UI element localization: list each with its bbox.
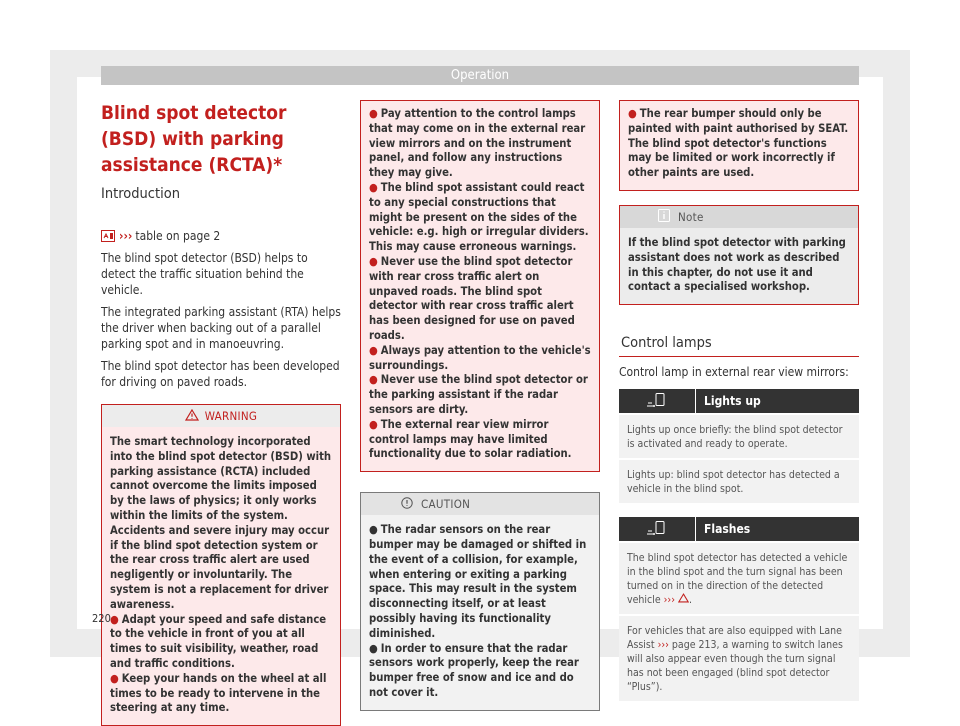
column-left: [101, 100, 341, 726]
bullet-icon: ●: [628, 107, 637, 120]
mirror-lamp-icon: [619, 389, 696, 413]
warning-body-continued: [361, 101, 599, 471]
arrow-icon: ›››: [119, 229, 133, 243]
subtitle-text: Introduction: [101, 186, 180, 202]
bullet-icon: ●: [110, 671, 119, 685]
bullet-icon: ●: [110, 612, 119, 626]
table-reference[interactable]: [101, 228, 341, 244]
page-number: 220: [92, 612, 111, 625]
note-box: [619, 205, 859, 305]
warning-header: [102, 405, 340, 427]
page-link[interactable]: page 213: [671, 639, 717, 652]
table-header: [619, 389, 859, 413]
caution-header: [361, 493, 599, 515]
note-label: Note: [678, 209, 704, 224]
caution-bullet: ● In order to ensure that the radar sensors work properly, keep the rear bumper free of snow and ice and do not cover it.: [369, 641, 579, 699]
table-row: The blind spot detector has detected a vehicle in the blind spot and the turn signal has been turned on in the direction of the detected vehicle ››› .: [619, 541, 859, 614]
info-icon: [658, 209, 670, 225]
column-middle: [360, 100, 600, 711]
caution-bullet: ● The radar sensors on the rear bumper may be damaged or shifted in the event of a collision, for example, when entering or exiting a parking space. This may result in the system disconnecting itself, or at least possibly having its functionality diminished.: [369, 523, 587, 640]
table-heading: Lights up: [704, 394, 761, 409]
section-header: Operation: [101, 66, 859, 85]
warning-intro: The smart technology incorporated into the blind spot detector (BSD) with parking assistance (RCTA) included cannot overcome the limits imposed by the laws of physics; it only works within the limits of the system. Accidents and severe injury may occur if the blind spot detection system or the rear cross traffic alert are used negligently or involuntarily. The system is not a replacement for driver awareness.: [110, 435, 332, 611]
warning-box-continued: [619, 100, 859, 191]
book-icon: [101, 230, 115, 242]
warning-body: [102, 427, 340, 725]
warning-icon: [678, 594, 689, 606]
warning-bullet: ● The blind spot assistant could react to any special constructions that might be present on the sides of the vehicle: e.g. high or irregular dividers. This may cause erroneous warnings.: [369, 180, 589, 254]
warning-label: WARNING: [204, 409, 258, 423]
bullet-icon: ●: [369, 343, 378, 357]
warning-icon: [185, 409, 199, 424]
caution-icon: [401, 497, 413, 512]
warning-bullet: ● The rear bumper should only be painted with paint authorised by SEAT. The blind spot detector's functions may be limited or work incorrectly if other paints are used.: [628, 107, 849, 180]
table-header: [619, 517, 859, 541]
bullet-icon: ●: [369, 107, 378, 120]
bullet-icon: ●: [369, 373, 378, 387]
lead-text: Control lamp in external rear view mirrors:: [619, 365, 849, 380]
warning-box: [101, 404, 341, 726]
warning-bullet: ● The external rear view mirror control lamps may have limited functionality due to solar radiation.: [369, 417, 572, 461]
arrow-icon: ›››: [663, 594, 675, 607]
table-row: Lights up: blind spot detector has detected a vehicle in the blind spot.: [619, 458, 859, 503]
table-heading: Flashes: [704, 522, 751, 537]
subtitle: [101, 186, 341, 208]
table-row: Lights up once briefly: the blind spot detector is activated and ready to operate.: [619, 413, 859, 458]
section-title: Control lamps: [619, 335, 859, 357]
arrow-icon: ›››: [657, 639, 669, 652]
paragraph: The blind spot detector has been developed for driving on paved roads.: [101, 359, 340, 389]
bullet-icon: ●: [369, 254, 378, 268]
note-text: If the blind spot detector with parking assistant does not work as described in this chapter, do not use it and contact a specialised workshop.: [628, 235, 846, 294]
warning-body-continued: [620, 101, 858, 190]
bullet-icon: ●: [369, 180, 378, 194]
table-reference-text: table on page 2: [135, 229, 221, 243]
warning-bullet: ● Always pay attention to the vehicle's surroundings.: [369, 343, 591, 372]
warning-bullet: ● Adapt your speed and safe distance to the vehicle in front of you at all times to suit visibility, weather, road and traffic conditions.: [110, 612, 327, 670]
note-body: [620, 228, 858, 304]
table-row: For vehicles that are also equipped with Lane Assist ››› page 213, a warning to switch lanes will also appear even though the turn signal has not been engaged (blind spot detector “Plus”).: [619, 614, 859, 701]
warning-bullet: ● Never use the blind spot detector or the parking assistant if the radar sensors are dirty.: [369, 373, 588, 416]
paragraph: The integrated parking assistant (RTA) helps the driver when backing out of a parallel parking spot and in manoeuvring.: [101, 305, 341, 351]
warning-bullet: ● Never use the blind spot detector with rear cross traffic alert on unpaved roads. The blind spot detector with rear cross traffic alert has been designed for use on paved roads.: [369, 254, 575, 342]
paragraph: The blind spot detector (BSD) helps to detect the traffic situation behind the vehicle.: [101, 251, 308, 297]
caution-body: [361, 515, 599, 710]
bullet-icon: ●: [369, 417, 378, 431]
warning-box-continued: [360, 100, 600, 472]
caution-box: [360, 492, 600, 711]
control-lamp-table-lights-up: [619, 389, 859, 503]
column-right: [619, 100, 859, 701]
note-header: [620, 206, 858, 228]
mirror-lamp-icon: [619, 517, 696, 541]
warning-bullet: ● Pay attention to the control lamps that may come on in the external rear view mirrors and on the instrument panel, and follow any instructions they may give.: [369, 107, 586, 180]
warning-bullet: ● Keep your hands on the wheel at all times to be ready to intervene in the steering at any time.: [110, 671, 327, 715]
caution-label: CAUTION: [421, 497, 471, 512]
page-title: Blind spot detector (BSD) with parking assistance (RCTA)*: [101, 102, 287, 176]
control-lamp-table-flashes: [619, 517, 859, 701]
